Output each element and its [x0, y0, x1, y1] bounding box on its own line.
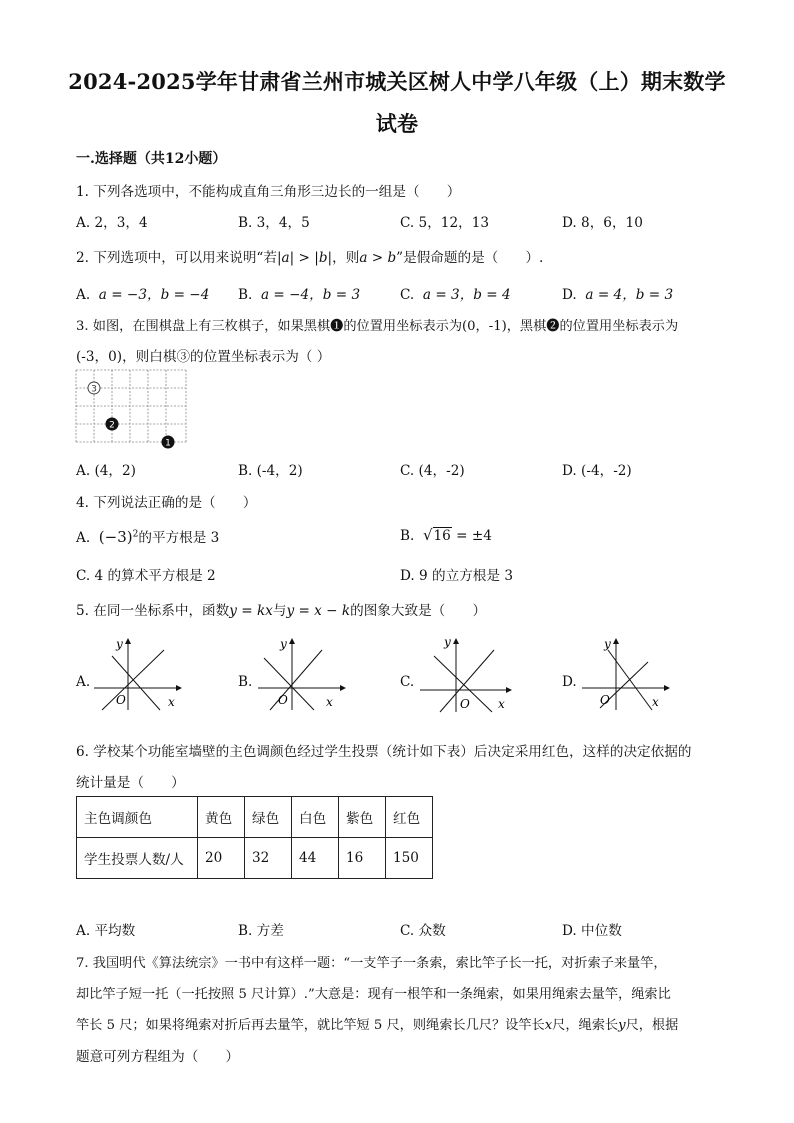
q6-option-b: B. 方差 — [238, 923, 284, 939]
q6-option-c: C. 众数 — [400, 923, 446, 939]
q2-option-b: B. a = −4，b = 3 — [238, 287, 361, 303]
white-stone-3 — [88, 382, 100, 395]
vote-table — [76, 796, 433, 879]
q6-option-a: A. 平均数 — [76, 923, 136, 939]
table-row — [77, 838, 433, 879]
q5-graph-b — [256, 636, 348, 712]
q3-stem-line1: 3. 如图，在围棋盘上有三枚棋子，如果黑棋❶的位置用坐标表示为(0，-1)，黑棋❷的位置用坐标表示为 — [76, 319, 679, 334]
q5-function-2: y = x − k — [286, 603, 351, 619]
q2-conclusion: a > b — [359, 250, 397, 266]
table-header-cell: 紫色 — [339, 797, 386, 838]
q5-graph-a — [92, 636, 184, 712]
table-cell: 16 — [339, 838, 386, 879]
q7-stem-line2: 却比竿子短一托（一托按照 5 尺计算）.”大意是：现有一根竿和一条绳索，如果用绳索去量竿，绳索比 — [76, 987, 671, 1002]
q7-stem-line1: 7. 我国明代《算法统宗》一书中有这样一题：“一支竿子一条索，索比竿子长一托，对折索子来量竿， — [76, 956, 667, 971]
table-cell: 学生投票人数/人 — [77, 838, 198, 879]
q3-option-d: D. (-4，-2) — [562, 463, 632, 479]
svg-text:y: y — [604, 637, 611, 651]
black-stone-1 — [162, 436, 175, 449]
q5-option-a-label: A. — [76, 674, 91, 690]
svg-text:x: x — [652, 695, 659, 709]
q1-option-a: A. 2，3，4 — [76, 215, 148, 231]
table-row — [77, 797, 433, 838]
q4-option-a: A. $(-3)^2$的平方根是 3 — [76, 528, 220, 546]
q3-option-a: A. (4，2) — [76, 463, 136, 479]
svg-text:y: y — [280, 637, 287, 651]
black-stone-2 — [106, 418, 119, 431]
q4-option-d: D. 9 的立方根是 3 — [400, 568, 513, 584]
table-cell: 150 — [386, 838, 433, 879]
q7-stem-line3: 竿长 5 尺；如果将绳索对折后再去量竿，就比竿短 5 尺，则绳索长几尺？设竿长x尺，绳索长y尺，根据 — [76, 1018, 679, 1033]
exam-title-line2: 试卷 — [375, 111, 419, 136]
q2-option-d: D. a = 4，b = 3 — [562, 287, 674, 303]
q3-option-c: C. (4，-2) — [400, 463, 465, 479]
q5-option-b-label: B. — [238, 674, 253, 690]
q5-function-1: y = kx — [229, 603, 273, 619]
q5-graph-c — [418, 634, 514, 714]
q3-option-b: B. (-4，2) — [238, 463, 303, 479]
svg-text:O: O — [278, 693, 288, 707]
exam-title-line1: 2024-2025学年甘肃省兰州市城关区树人中学八年级（上）期末数学 — [68, 69, 726, 94]
q2-option-c: C. a = 3，b = 4 — [400, 287, 511, 303]
table-header-cell: 红色 — [386, 797, 433, 838]
q5-option-c-label: C. — [400, 674, 415, 690]
q1-option-d: D. 8，6，10 — [562, 215, 643, 231]
svg-text:O: O — [116, 693, 126, 707]
svg-text:1: 1 — [165, 438, 171, 449]
q2-stem-mid: ，则 — [332, 250, 360, 266]
svg-text:O: O — [600, 693, 610, 707]
svg-text:x: x — [498, 697, 505, 711]
q4-option-c: C. 4 的算术平方根是 2 — [76, 568, 216, 584]
q2-stem-post: ”是假命题的是（ ）. — [396, 250, 544, 266]
svg-text:y: y — [444, 635, 451, 649]
q1-stem: 1. 下列各选项中，不能构成直角三角形三边长的一组是（ ） — [76, 184, 461, 200]
svg-text:x: x — [326, 695, 333, 709]
q6-stem-line2: 统计量是（ ） — [76, 775, 185, 791]
table-cell: 20 — [198, 838, 245, 879]
q1-option-c: C. 5，12，13 — [400, 215, 489, 231]
q7-stem-line4: 题意可列方程组为（ ） — [76, 1049, 240, 1065]
q3-stem-line2: (-3，0)，则白棋③的位置坐标表示为（ ） — [76, 349, 331, 365]
q1-option-b: B. 3，4，5 — [238, 215, 310, 231]
table-header-cell: 白色 — [292, 797, 339, 838]
q2-stem-pre: 2. 下列选项中，可以用来说明“若 — [76, 250, 277, 266]
q2-stem — [76, 246, 543, 266]
table-cell: 32 — [245, 838, 292, 879]
section-heading-choice: 一.选择题（共12小题） — [76, 151, 227, 167]
q5-graph-d — [580, 636, 672, 712]
table-header-cell: 绿色 — [245, 797, 292, 838]
go-board-figure — [76, 370, 196, 452]
table-header-cell: 主色调颜色 — [77, 797, 198, 838]
q4-stem: 4. 下列说法正确的是（ ） — [76, 495, 257, 511]
q6-stem-line1: 6. 学校某个功能室墙壁的主色调颜色经过学生投票（统计如下表）后决定采用红色，这样的决定依据的 — [76, 744, 692, 760]
q2-option-a: A. a = −3，b = −4 — [76, 287, 210, 303]
svg-text:O: O — [460, 697, 470, 711]
q2-condition: |a| > |b| — [276, 250, 333, 266]
q6-option-d: D. 中位数 — [562, 923, 622, 939]
q5-stem: 5. 在同一坐标系中，函数y = kx与y = x − k的图象大致是（ ） — [76, 603, 487, 619]
q5-option-d-label: D. — [562, 674, 577, 690]
table-header-cell: 黄色 — [198, 797, 245, 838]
table-cell: 44 — [292, 838, 339, 879]
svg-text:y: y — [116, 637, 123, 651]
q4-option-b: B. √16 = ±4 — [400, 526, 492, 544]
svg-text:2: 2 — [109, 420, 115, 431]
svg-text:x: x — [168, 695, 175, 709]
svg-text:3: 3 — [91, 384, 97, 395]
